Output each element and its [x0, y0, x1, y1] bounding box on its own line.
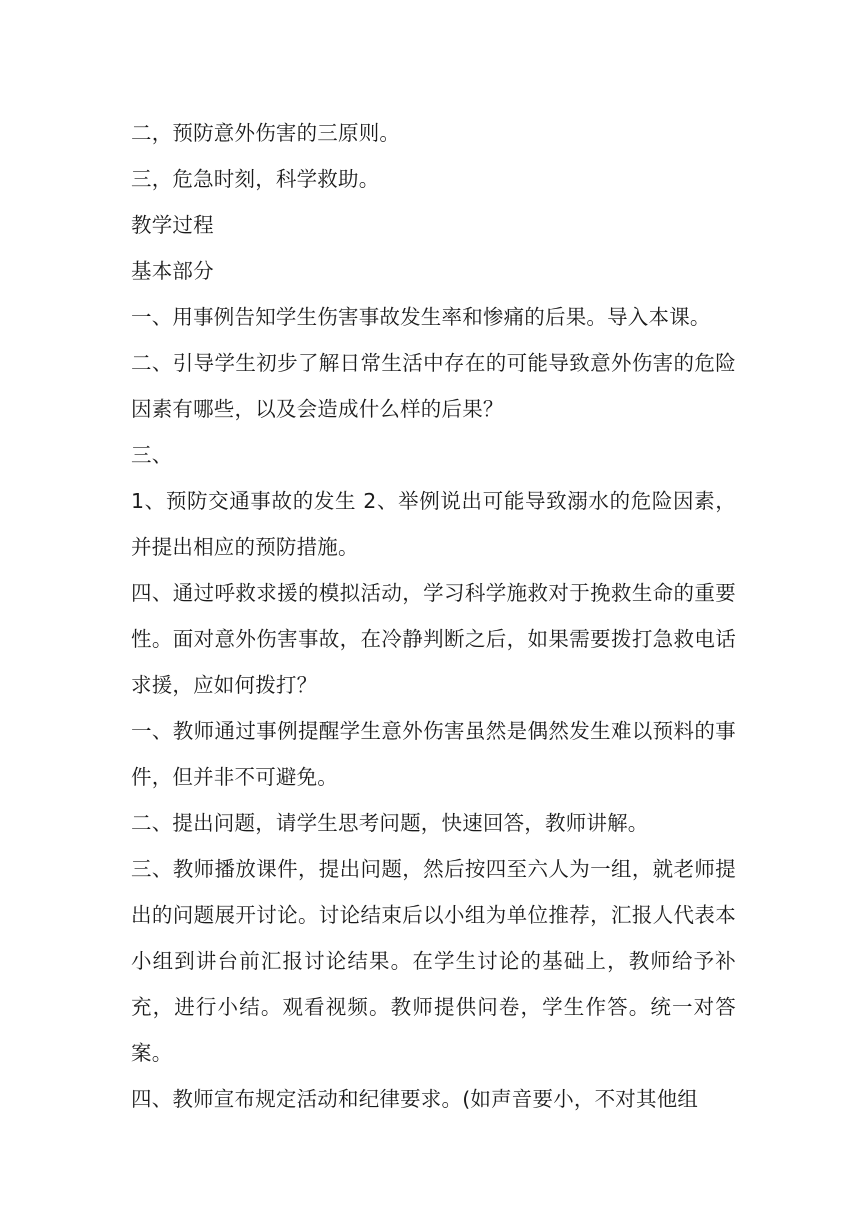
document-body — [131, 110, 736, 1122]
paragraph-teacher-step-1: 一、教师通过事例提醒学生意外伤害虽然是偶然发生难以预料的事件，但并非不可避免。 — [131, 719, 736, 789]
heading-teaching-process: 教学过程 — [131, 213, 214, 237]
paragraph-step-3: 三、 — [131, 443, 173, 467]
heading-basic-part: 基本部分 — [131, 259, 214, 283]
paragraph-step-4: 四、通过呼救求援的模拟活动，学习科学施救对于挽救生命的重要性。面对意外伤害事故，在冷静判断之后，如果需要拨打急救电话求援，应如何拨打？ — [131, 581, 736, 697]
paragraph-teacher-step-2: 二、提出问题，请学生思考问题，快速回答，教师讲解。 — [131, 811, 649, 835]
paragraph-prevention-principles: 二，预防意外伤害的三原则。 — [131, 121, 401, 145]
paragraph-step-1: 一、用事例告知学生伤害事故发生率和惨痛的后果。导入本课。 — [131, 305, 711, 329]
paragraph-teacher-step-4: 四、教师宣布规定活动和纪律要求。(如声音要小，不对其他组 — [131, 1087, 699, 1111]
paragraph-emergency-rescue: 三，危急时刻，科学救助。 — [131, 167, 380, 191]
paragraph-teacher-step-3: 三、教师播放课件，提出问题，然后按四至六人为一组，就老师提出的问题展开讨论。讨论结束后以小组为单位推荐，汇报人代表本小组到讲台前汇报讨论结果。在学生讨论的基础上，教师给予补充，进行小结。观看视频。教师提供问卷，学生作答。统一对答案。 — [131, 857, 736, 1065]
paragraph-step-3-items: 1、预防交通事故的发生 2、举例说出可能导致溺水的危险因素，并提出相应的预防措施。 — [131, 489, 736, 559]
paragraph-step-2: 二、引导学生初步了解日常生活中存在的可能导致意外伤害的危险因素有哪些，以及会造成什么样的后果？ — [131, 351, 736, 421]
